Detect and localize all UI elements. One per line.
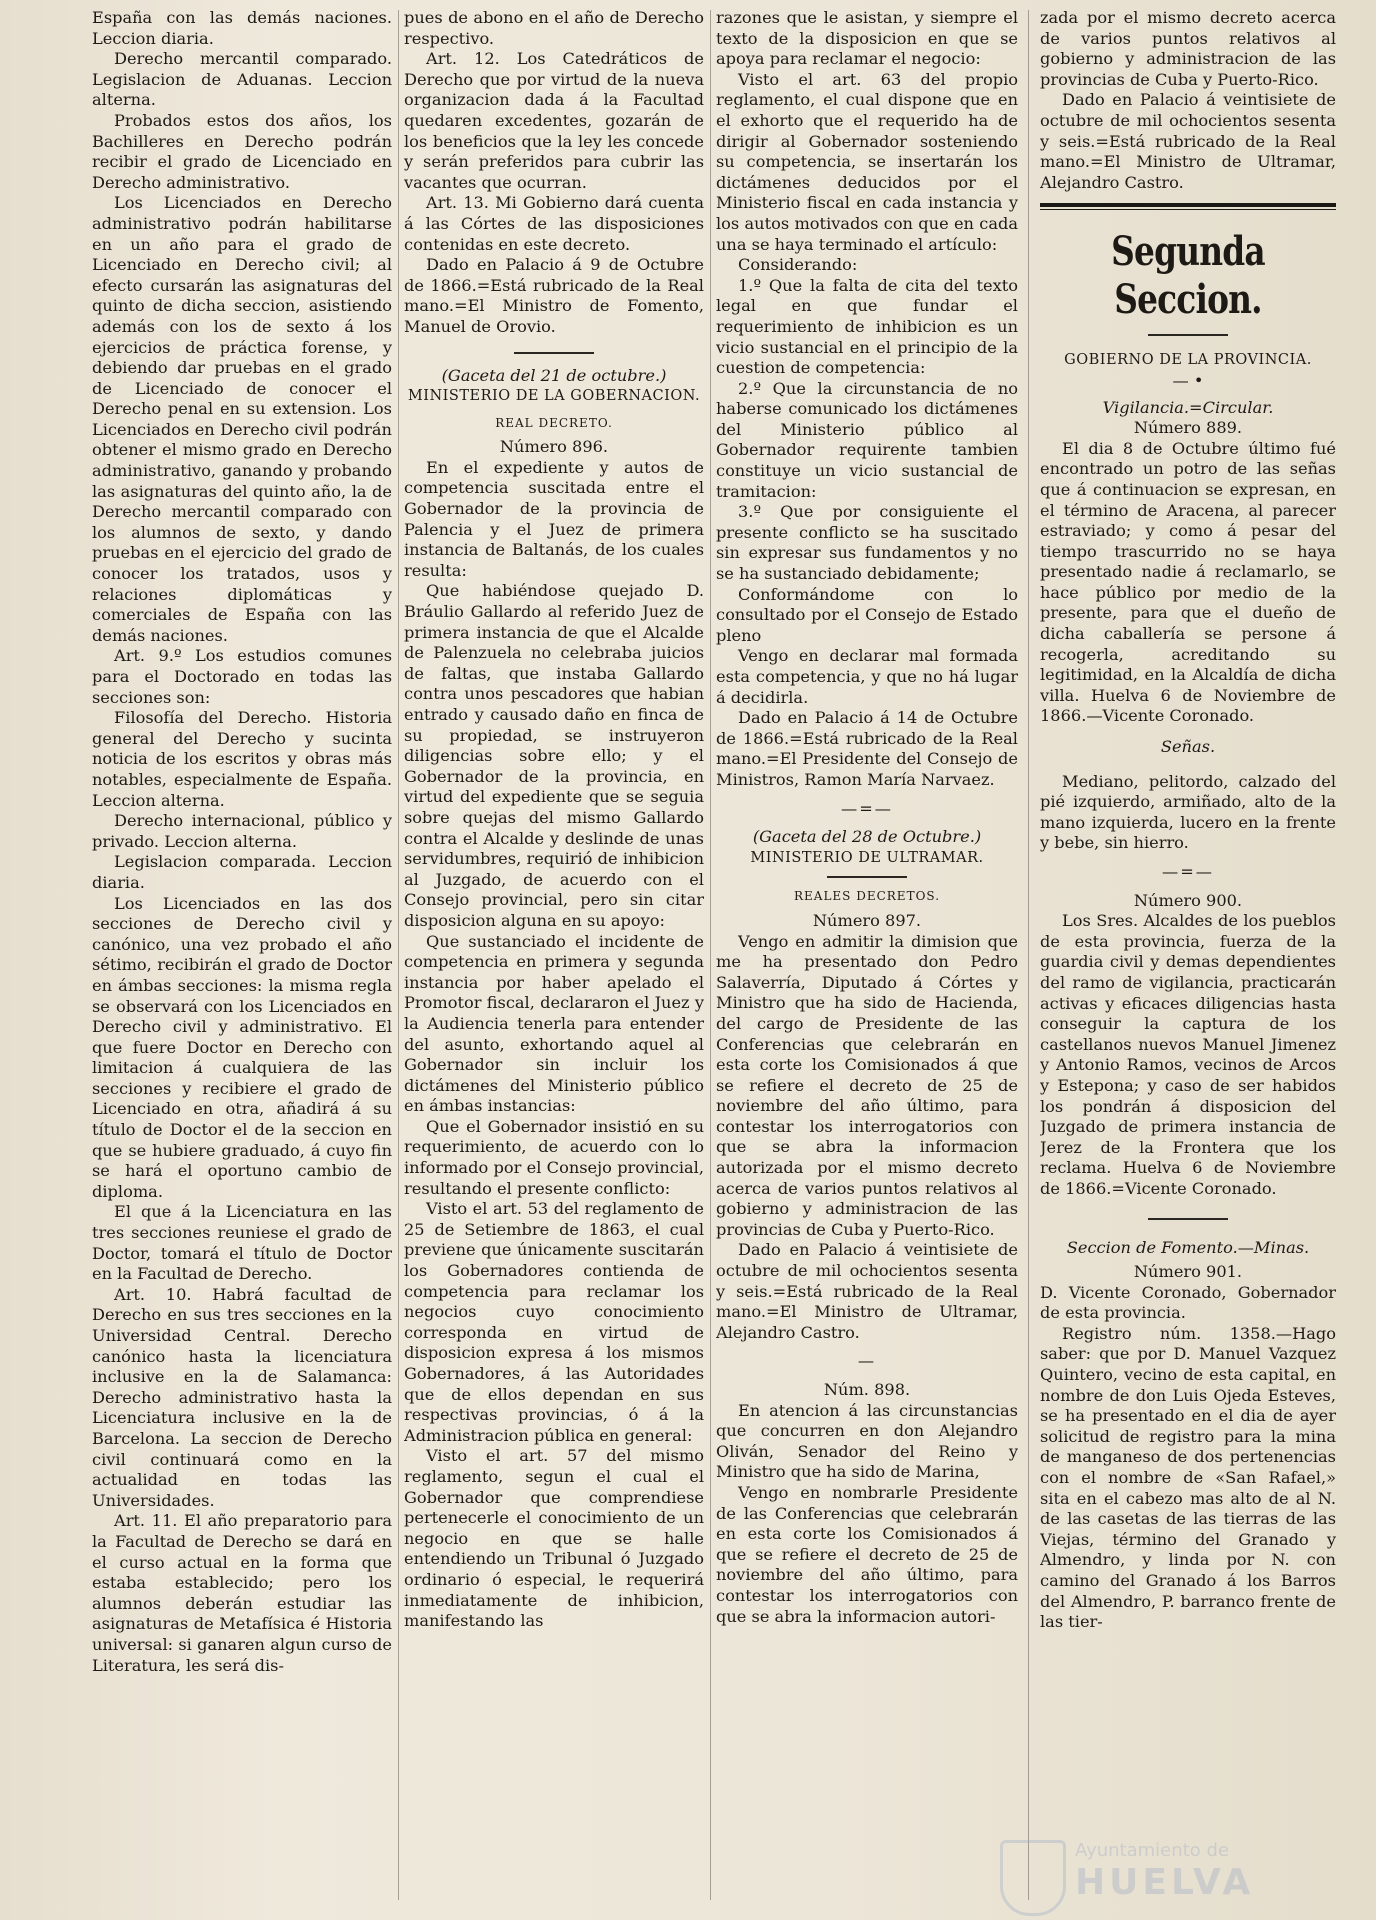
decree-type: REAL DECRETO. bbox=[495, 415, 613, 430]
article-paragraph: Art. 12. Los Catedráticos de Derecho que por virtud de la nueva organizacion dada á la Facultad quedaren excedentes, gozarán de los beneficios que la ley les concede y serán preferidos para cubrir las vacantes que ocurran. bbox=[404, 49, 704, 192]
section-title: Segunda Seccion. bbox=[1111, 228, 1265, 324]
paragraph: Derecho mercantil comparado. Legislacion de Aduanas. Leccion alterna. bbox=[92, 49, 392, 110]
paragraph: Visto el art. 53 del reglamento de 25 de Setiembre de 1863, el cual previene que únicamente suscitarán los Gobernadores contienda de competencia para reclamar los negocios cuyo conocimiento corresponda en virtud de disposicion expresa á los mismos Gobernadores, á las Autoridades que de ellos dependan en sus respectivas provincias, ó á la Administracion pública en general: bbox=[404, 1199, 704, 1445]
paragraph: Considerando: bbox=[738, 255, 858, 275]
paragraph: Los Sres. Alcaldes de los pueblos de esta provincia, fuerza de la guardia civil y demas dependientes del ramo de vigilancia, practicarán activas y eficaces diligencias hasta conseguir la captura de los castellanos nuevos Manuel Jimenez y Antonio Ramos, vecinos de Arcos y Estepona; y caso de ser habidos los pondrán á disposicion del Juzgado de primera instancia de Jerez de la Frontera que los reclama. Huelva 6 de Noviembre de 1866.=Vicente Coronado. bbox=[1040, 911, 1336, 1198]
article-paragraph: Art. 10. Habrá facultad de Derecho en sus tres secciones en la Universidad Central. Derecho canónico hasta la licenciatura inclusive en la de Salamanca: Derecho administrativo hasta la Licenciatura inclusive en la de Barcelona. La seccion de Derecho civil continuará como en la actualidad en todas las Universidades. bbox=[92, 1284, 392, 1510]
divider bbox=[827, 876, 907, 878]
ministry-heading: MINISTERIO DE LA GOBERNACION. bbox=[407, 388, 701, 405]
gaceta-reference: (Gaceta del 28 de Octubre.) bbox=[752, 827, 982, 847]
watermark-line: Ayuntamiento de bbox=[1075, 1840, 1229, 1861]
signature-paragraph: Dado en Palacio á 14 de Octubre de 1866.=Está rubricado de la Real mano.=El Presidente del Consejo de Ministros, Ramon María Narvaez. bbox=[716, 708, 1018, 789]
paragraph: razones que le asistan, y siempre el texto de la disposicion en que se apoya para reclamar el negocio: bbox=[716, 8, 1018, 69]
divider bbox=[1148, 1218, 1228, 1220]
article-paragraph: Art. 9.º Los estudios comunes para el Doctorado en todas las secciones son: bbox=[92, 646, 392, 707]
paragraph: Que sustanciado el incidente de competencia en primera y segunda instancia por haber apelado el Promotor fiscal, declararon el Juez y la Audiencia tenerla para entender del asunto, exhortando aquel al Gobernador sin incluir los dictámenes del Ministerio público en ámbas instancias: bbox=[404, 931, 704, 1116]
section-rule bbox=[1040, 203, 1336, 207]
column-rule bbox=[710, 10, 711, 1900]
separator: —=— bbox=[841, 798, 893, 818]
paragraph: En el expediente y autos de competencia suscitada entre el Gobernador de la provincia de Palencia y el Juez de primera instancia de Baltanás, de los cuales resulta: bbox=[404, 457, 704, 580]
paragraph: 2.º Que la circunstancia de no haberse comunicado los dictámenes del Ministerio público al Gobernador requirente tambien constituye un vicio sustancial de tramitacion: bbox=[716, 378, 1018, 501]
paragraph: El que á la Licenciatura en las tres secciones reuniese el grado de Doctor, tomará el título de Doctor en la Facultad de Derecho. bbox=[92, 1202, 392, 1284]
signature-paragraph: Dado en Palacio á veintisiete de octubre de mil ochocientos sesenta y seis.=Está rubricado de la Real mano.=El Ministro de Ultramar, Alejandro Castro. bbox=[1040, 90, 1336, 192]
watermark-line: HUELVA bbox=[1075, 1862, 1255, 1903]
paragraph: Vengo en nombrarle Presidente de las Conferencias que celebrarán en esta corte los Comisionados á que se refiere el decreto de 25 de noviembre del año último, para contestar los interrogatorios con que se abra la informacion autori- bbox=[716, 1482, 1018, 1626]
signature-paragraph: Dado en Palacio á 9 de Octubre de 1866.=Está rubricado de la Real mano.=El Ministro de Fomento, Manuel de Orovio. bbox=[404, 255, 704, 336]
paragraph: 1.º Que la falta de cita del texto legal en que fundar el requerimiento de inhibicion es un vicio sustancial en el principio de la cuestion de competencia: bbox=[716, 275, 1018, 378]
separator: —=— bbox=[1162, 862, 1214, 881]
paragraph: España con las demás naciones. Leccion diaria. bbox=[92, 8, 392, 48]
column-rule bbox=[398, 10, 399, 1900]
paragraph: Que el Gobernador insistió en su requerimiento, de acuerdo con lo informado por el Consejo provincial, resultando el presente conflicto: bbox=[404, 1116, 704, 1198]
subheading: Señas. bbox=[1160, 737, 1216, 757]
article-paragraph: Art. 11. El año preparatorio para la Facultad de Derecho se dará en el curso actual en la forma que estaba establecido; pero los alumnos deberán estudiar las asignaturas de Metafísica é Historia universal: si ganaren algun curso de Literatura, les será dis- bbox=[92, 1511, 392, 1675]
paragraph: Legislacion comparada. Leccion diaria. bbox=[92, 852, 392, 892]
decree-number: Núm. 898. bbox=[823, 1380, 911, 1399]
paragraph: Que habiéndose quejado D. Bráulio Gallardo al referido Juez de primera instancia de que el Alcalde de Palenzuela no celebraba juicios de faltas, que instaba Gallardo contra unos pescadores que habian entrado y causado daño en finca de su propiedad, se instruyeron diligencias sobre ello; y el Gobernador de la provincia, en virtud del expediente que se seguia sobre quejas del mismo Gallardo contra el Alcalde y deslinde de unas servidumbres, requirió de inhibicion al Juzgado, de acuerdo con el Consejo provincial, pero sin citar disposicion alguna en su apoyo: bbox=[404, 581, 704, 930]
paragraph: Visto el art. 63 del propio reglamento, el cual dispone que en el exhorto que el requerido ha de dirigir al Gobernador sosteniendo su competencia, se insertarán los dictámenes deducidos por el Ministerio fiscal en cada instancia y los autos motivados con que en cada una se haya terminado el artículo: bbox=[716, 69, 1018, 254]
paragraph: Probados estos dos años, los Bachilleres en Derecho podrán recibir el grado de Licenciado en Derecho administrativo. bbox=[92, 110, 392, 192]
ministry-heading: MINISTERIO DE ULTRAMAR. bbox=[750, 849, 984, 866]
paragraph: En atencion á las circunstancias que concurren en don Alejandro Oliván, Senador del Reino y Ministro que ha sido de Marina, bbox=[716, 1400, 1018, 1482]
paragraph: Los Licenciados en las dos secciones de Derecho civil y canónico, una vez probado el año sétimo, recibirán el grado de Doctor en ámbas secciones: la misma regla se observará con los Licenciados en Derecho civil y administrativo. El que fuere Doctor en Derecho con limitacion á cualquiera de las secciones y recibiere el grado de Licenciado en otra, añadirá á su título de Doctor el de la seccion en que se hubiere graduado, á cuyo fin se hará el oportuno cambio de diploma. bbox=[92, 893, 392, 1201]
paragraph: D. Vicente Coronado, Gobernador de esta provincia. bbox=[1040, 1282, 1336, 1323]
divider bbox=[514, 352, 594, 354]
decree-number: Número 896. bbox=[499, 437, 609, 457]
coat-of-arms-icon bbox=[1000, 1840, 1066, 1916]
paragraph: Registro núm. 1358.—Hago saber: que por D. Manuel Vazquez Quintero, vecino de esta capital, en nombre de don Luis Ojeda Esteves, se ha presentado en el dia de ayer solicitud de registro para la mina de manganeso de dos pertenencias con el nombre de «San Rafael,» sita en el cabezo mas alto de al N. de las casetas de las tierras de las Viejas, término del Granado y Almendro, y linda por N. con camino del Granado á los Barros del Almendro, P. barranco frente de las tier- bbox=[1040, 1323, 1336, 1632]
paragraph: Derecho internacional, público y privado. Leccion alterna. bbox=[92, 811, 392, 851]
divider bbox=[1148, 334, 1228, 336]
decree-number: Número 897. bbox=[812, 910, 922, 930]
column-4 bbox=[1040, 8, 1336, 1908]
separator: — • bbox=[1172, 370, 1204, 390]
signature-paragraph: Dado en Palacio á veintisiete de octubre de mil ochocientos sesenta y seis.=Está rubricado de la Real mano.=El Ministro de Ultramar, Alejandro Castro. bbox=[716, 1240, 1018, 1342]
paragraph: pues de abono en el año de Derecho respectivo. bbox=[404, 8, 704, 48]
paragraph: Filosofía del Derecho. Historia general del Derecho y sucinta noticia de los escritos y obras más notables, especialmente de España. Leccion alterna. bbox=[92, 708, 392, 810]
notice-number: Número 900. bbox=[1133, 890, 1243, 910]
decree-type: REALES DECRETOS. bbox=[793, 889, 941, 904]
paragraph: Los Licenciados en Derecho administrativo podrán habilitarse en un año para el grado de Licenciado en Derecho civil; al efecto cursarán las asignaturas del quinto de dicha seccion, asistiendo además con los de sexto á los ejercicios de práctica forense, y debiendo dar pruebas en el grado de Licenciado de conocer el Derecho penal en su extension. Los Licenciados en Derecho civil podrán obtener el mismo grado en Derecho administrativo, ganando y probando las asignaturas del quinto año, la de Derecho mercantil comparado con los alumnos de sexto, y dando pruebas en el ejercicio del grado de conocer los tratados, usos y relaciones diplomáticas y comerciales de España con las demás naciones. bbox=[92, 193, 392, 645]
paragraph: Visto el art. 57 del mismo reglamento, segun el cual el Gobernador que comprendiese pertenecerle el conocimiento de un negocio en que se halle entendiendo un Tribunal ó Juzgado ordinario ó especial, le requerirá inmediatamente de inhibicion, manifestando las bbox=[404, 1446, 704, 1631]
paragraph: Conformándome con lo consultado por el Consejo de Estado pleno bbox=[716, 584, 1018, 645]
gaceta-reference: (Gaceta del 21 de octubre.) bbox=[441, 365, 667, 385]
subheading: Vigilancia.=Circular. bbox=[1102, 397, 1274, 417]
paragraph: Vengo en declarar mal formada esta competencia, y que no há lugar á decidirla. bbox=[716, 646, 1018, 707]
notice-number: Número 889. bbox=[1133, 418, 1243, 438]
paragraph: zada por el mismo decreto acerca de varios puntos relativos al gobierno y administracion de las provincias de Cuba y Puerto-Rico. bbox=[1040, 8, 1336, 89]
column-rule bbox=[1028, 10, 1029, 1900]
paragraph: El dia 8 de Octubre último fué encontrado un potro de las señas que á continuacion se expresan, en el término de Aracena, al parecer estraviado; y como á pesar del tiempo trascurrido no se haya presentado nadie á reclamarlo, se hace público por medio de la presente, para que el dueño de dicha caballería se persone á recogerla, acreditando su legitimidad, en la Alcaldía de dicha villa. Huelva 6 de Noviembre de 1866.—Vicente Coronado. bbox=[1040, 438, 1336, 726]
article-paragraph: Art. 13. Mi Gobierno dará cuenta á las Córtes de las disposiciones contenidas en este decreto. bbox=[404, 193, 704, 254]
subheading: Seccion de Fomento.—Minas. bbox=[1066, 1237, 1310, 1257]
notice-number: Número 901. bbox=[1133, 1262, 1243, 1282]
paragraph: 3.º Que por consiguiente el presente conflicto se ha suscitado sin expresar sus fundamentos y no se ha sustanciado debidamente; bbox=[716, 502, 1018, 584]
government-heading: GOBIERNO DE LA PROVINCIA. bbox=[1064, 352, 1312, 369]
column-2 bbox=[404, 8, 704, 1908]
watermark bbox=[1000, 1840, 1300, 1910]
column-1 bbox=[92, 8, 392, 1908]
paragraph: Mediano, pelitordo, calzado del pié izquierdo, armiñado, alto de la mano izquierda, lucero en la frente y bebe, sin hierro. bbox=[1040, 771, 1336, 853]
column-3 bbox=[716, 8, 1018, 1908]
separator: — bbox=[857, 1351, 877, 1371]
paragraph: Vengo en admitir la dimision que me ha presentado don Pedro Salaverría, Diputado á Córtes y Ministro que ha sido de Hacienda, del cargo de Presidente de las Conferencias que celebrarán en esta corte los Comisionados á que se refiere el decreto de 25 de noviembre del año último, para contestar los interrogatorios con que se abra la informacion autorizada por el mismo decreto acerca de varios puntos relativos al gobierno y administracion de las provincias de Cuba y Puerto-Rico. bbox=[716, 931, 1018, 1239]
section-rule bbox=[1040, 209, 1336, 210]
